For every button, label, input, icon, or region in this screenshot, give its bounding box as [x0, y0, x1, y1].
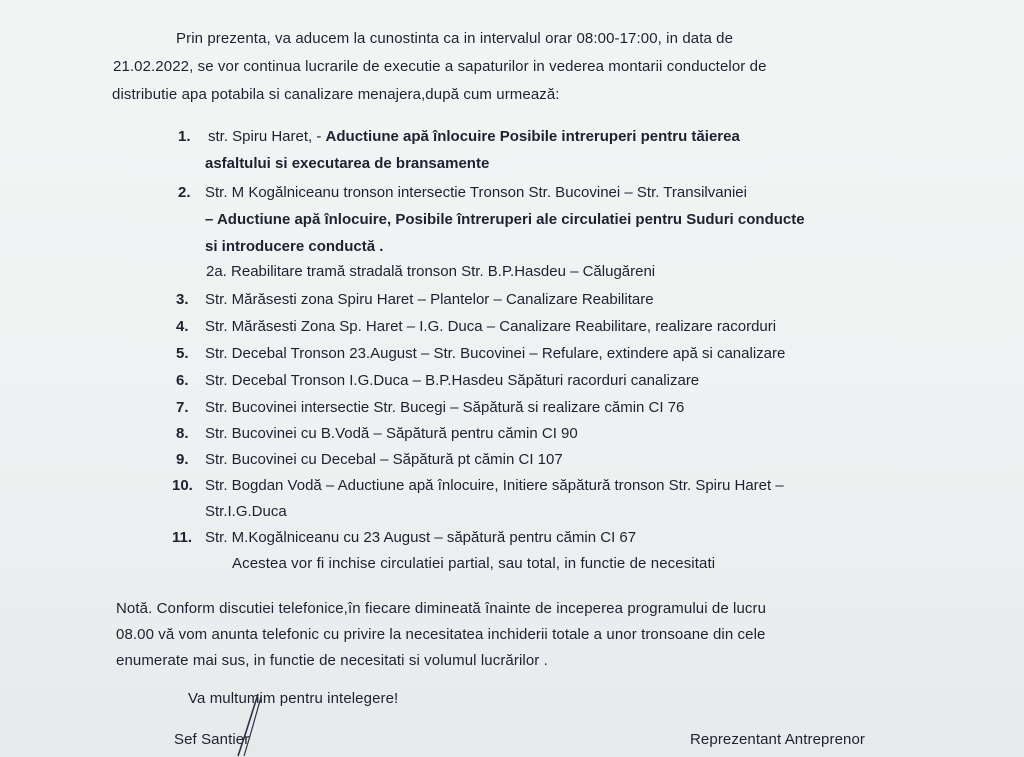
- list-item-number: 9.: [176, 451, 189, 468]
- list-item-desc: Aductiune apă înlocuire Posibile intreruperi pentru tăierea: [325, 128, 740, 145]
- list-item-number: 10.: [172, 477, 193, 494]
- list-item: Str. Mărăsesti Zona Sp. Haret – I.G. Duca – Canalizare Reabilitare, realizare racorduri: [205, 318, 777, 335]
- handwritten-signature: [228, 692, 268, 757]
- list-item-street: str. Spiru Haret, -: [208, 128, 326, 145]
- list-item: Str. M.Kogălniceanu cu 23 August – săpătură pentru cămin CI 67: [205, 529, 637, 546]
- list-item: Str. Bucovinei cu B.Vodă – Săpătură pentru cămin CI 90: [205, 425, 578, 442]
- list-item: Str. Bucovinei intersectie Str. Bucegi – Săpătură si realizare cămin CI 76: [205, 399, 685, 416]
- list-item-continuation: asfaltului si executarea de bransamente: [205, 155, 490, 172]
- list-item-number: 5.: [176, 345, 189, 362]
- list-item-number: 7.: [176, 399, 189, 416]
- list-item: Str. Decebal Tronson 23.August – Str. Bucovinei – Refulare, extindere apă si canalizare: [205, 345, 786, 362]
- thanks-line: Va multumim pentru intelegere!: [188, 690, 399, 707]
- list-item: Str. Decebal Tronson I.G.Duca – B.P.Hasdeu Săpături racorduri canalizare: [205, 372, 700, 389]
- list-item-continuation: si introducere conductă .: [205, 238, 384, 255]
- list-item-number: 2.: [178, 184, 191, 201]
- intro-line-3: distributie apa potabila si canalizare menajera,după cum urmează:: [112, 86, 560, 103]
- list-item-number: 6.: [176, 372, 189, 389]
- list-item-number: 3.: [176, 291, 189, 308]
- signature-right-label: Reprezentant Antreprenor: [690, 731, 866, 748]
- note-line-1: Notă. Conform discutiei telefonice,în fiecare dimineată înainte de inceperea programului de lucru: [116, 600, 767, 617]
- list-item: 2a. Reabilitare tramă stradală tronson Str. B.P.Hasdeu – Călugăreni: [206, 263, 656, 280]
- list-item: Str. Bogdan Vodă – Aductiune apă înlocuire, Initiere săpătură tronson Str. Spiru Haret –: [205, 477, 784, 494]
- intro-line-1: Prin prezenta, va aducem la cunostinta ca in intervalul orar 08:00-17:00, in data de: [176, 30, 734, 47]
- list-item: Str. Mărăsesti zona Spiru Haret – Plantelor – Canalizare Reabilitare: [205, 291, 654, 308]
- closing-line: Acestea vor fi inchise circulatiei partial, sau total, in functie de necesitati: [232, 555, 716, 572]
- list-item: [208, 128, 740, 145]
- list-item-number: 8.: [176, 425, 189, 442]
- list-item-number: 4.: [176, 318, 189, 335]
- list-item-continuation: Str.I.G.Duca: [205, 503, 287, 520]
- list-item-number: 1.: [178, 128, 191, 145]
- note-line-2: 08.00 vă vom anunta telefonic cu privire la necesitatea inchiderii totale a unor tronsoane din cele: [116, 626, 766, 643]
- note-line-3: enumerate mai sus, in functie de necesitati si volumul lucrărilor .: [116, 652, 548, 669]
- signature-left-label: Sef Santier: [174, 731, 250, 748]
- list-item: Str. M Kogălniceanu tronson intersectie Tronson Str. Bucovinei – Str. Transilvaniei: [205, 184, 747, 201]
- intro-line-2: 21.02.2022, se vor continua lucrarile de executie a sapaturilor in vederea montarii conductelor de: [113, 58, 767, 75]
- list-item-desc: – Aductiune apă înlocuire, Posibile întreruperi ale circulatiei pentru Suduri conducte: [205, 211, 805, 228]
- list-item: Str. Bucovinei cu Decebal – Săpătură pt cămin CI 107: [205, 451, 563, 468]
- list-item-number: 11.: [172, 529, 193, 546]
